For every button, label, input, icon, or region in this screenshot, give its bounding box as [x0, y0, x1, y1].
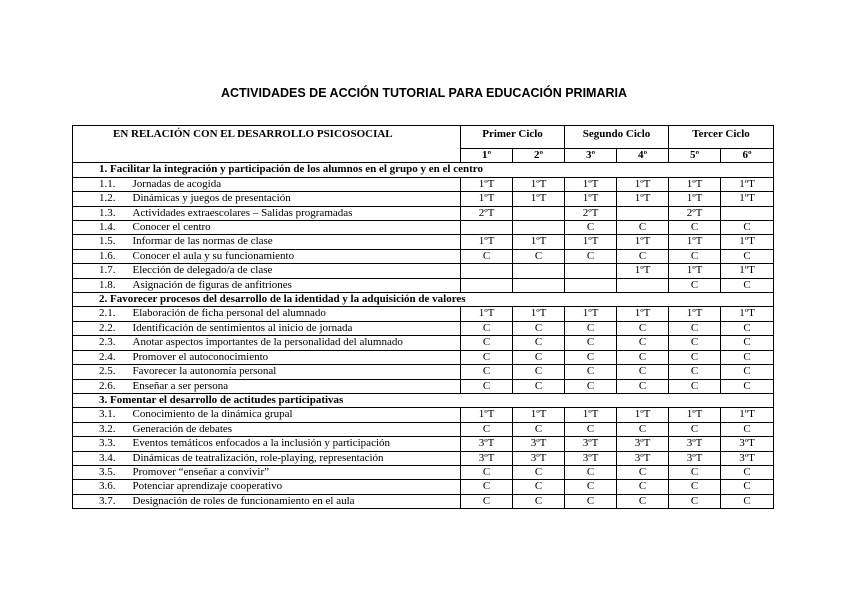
grade-cell: 3ºT — [617, 437, 669, 451]
table-row — [73, 264, 774, 278]
grade-cell: C — [669, 321, 721, 335]
header-grade: 6º — [721, 149, 774, 163]
activity-number: 2.5. — [73, 365, 133, 379]
grade-cell: C — [461, 379, 513, 393]
grade-cell: 2ºT — [461, 206, 513, 220]
grade-cell: C — [669, 480, 721, 494]
grade-cell: C — [565, 321, 617, 335]
grade-cell: 3ºT — [669, 451, 721, 465]
activity-number: 3.2. — [73, 422, 133, 436]
grade-cell: 1ºT — [461, 307, 513, 321]
grade-cell — [565, 264, 617, 278]
grade-cell: 3ºT — [565, 437, 617, 451]
grade-cell: C — [565, 379, 617, 393]
grade-cell — [513, 264, 565, 278]
grade-cell: 1ºT — [721, 264, 774, 278]
grade-cell: C — [513, 379, 565, 393]
grade-cell: C — [721, 350, 774, 364]
grade-cell: 3ºT — [721, 451, 774, 465]
activity-number: 3.1. — [73, 408, 133, 422]
grade-cell: C — [617, 221, 669, 235]
table-row — [73, 451, 774, 465]
grade-cell — [617, 278, 669, 292]
header-cycle-1: Primer Ciclo — [461, 126, 565, 149]
grade-cell: 1ºT — [721, 307, 774, 321]
table-row — [73, 422, 774, 436]
grade-cell — [565, 278, 617, 292]
grade-cell: C — [721, 494, 774, 508]
grade-cell: C — [513, 465, 565, 479]
grade-cell: 1ºT — [513, 307, 565, 321]
grade-cell: 1ºT — [669, 264, 721, 278]
activity-number: 3.3. — [73, 437, 133, 451]
grade-cell: C — [565, 336, 617, 350]
grade-cell: C — [461, 465, 513, 479]
grade-cell: 1ºT — [669, 235, 721, 249]
table-row — [73, 494, 774, 508]
grade-cell: 1ºT — [721, 177, 774, 191]
grade-cell: 3ºT — [669, 437, 721, 451]
grade-cell: 1ºT — [461, 192, 513, 206]
grade-cell — [461, 221, 513, 235]
grade-cell: 1ºT — [513, 192, 565, 206]
grade-cell: C — [565, 422, 617, 436]
activity-name: Conocer el aula y su funcionamiento — [133, 249, 461, 263]
grade-cell: 1ºT — [513, 177, 565, 191]
activity-number: 2.6. — [73, 379, 133, 393]
activity-name: Actividades extraescolares – Salidas programadas — [133, 206, 461, 220]
grade-cell: C — [565, 350, 617, 364]
grade-cell: 1ºT — [617, 264, 669, 278]
grade-cell: C — [669, 365, 721, 379]
grade-cell: 2ºT — [565, 206, 617, 220]
grade-cell: C — [669, 249, 721, 263]
table-row — [73, 437, 774, 451]
table-row — [73, 465, 774, 479]
activity-number: 2.3. — [73, 336, 133, 350]
grade-cell: 3ºT — [513, 451, 565, 465]
activity-name: Informar de las normas de clase — [133, 235, 461, 249]
grade-cell: C — [513, 350, 565, 364]
grade-cell: C — [669, 494, 721, 508]
table-row — [73, 480, 774, 494]
header-grade: 4º — [617, 149, 669, 163]
section-title: 1. Facilitar la integración y participación de los alumnos en el grupo y en el centro — [73, 163, 774, 177]
activity-name: Identificación de sentimientos al inicio de jornada — [133, 321, 461, 335]
activity-number: 1.5. — [73, 235, 133, 249]
activity-number: 1.3. — [73, 206, 133, 220]
header-cycle-2: Segundo Ciclo — [565, 126, 669, 149]
grade-cell — [513, 206, 565, 220]
grade-cell: C — [721, 278, 774, 292]
header-grade: 1º — [461, 149, 513, 163]
grade-cell: C — [513, 494, 565, 508]
activity-number: 1.6. — [73, 249, 133, 263]
grade-cell: 1ºT — [565, 177, 617, 191]
grade-cell: C — [669, 465, 721, 479]
grade-cell: 1ºT — [565, 192, 617, 206]
table-row — [73, 307, 774, 321]
grade-cell: C — [617, 350, 669, 364]
activity-number: 3.6. — [73, 480, 133, 494]
grade-cell: C — [513, 249, 565, 263]
grade-cell: 3ºT — [617, 451, 669, 465]
grade-cell: 3ºT — [461, 437, 513, 451]
activity-name: Promover el autoconocimiento — [133, 350, 461, 364]
grade-cell: 3ºT — [513, 437, 565, 451]
grade-cell — [513, 278, 565, 292]
tutorial-activities-table — [72, 125, 774, 509]
activity-name: Potenciar aprendizaje cooperativo — [133, 480, 461, 494]
activity-name: Elección de delegado/a de clase — [133, 264, 461, 278]
grade-cell: C — [669, 336, 721, 350]
header-grade: 5º — [669, 149, 721, 163]
grade-cell: 1ºT — [513, 235, 565, 249]
grade-cell: C — [461, 249, 513, 263]
activity-name: Generación de debates — [133, 422, 461, 436]
header-row-cycles — [73, 126, 774, 149]
activity-number: 3.7. — [73, 494, 133, 508]
grade-cell: C — [565, 221, 617, 235]
grade-cell: C — [513, 321, 565, 335]
grade-cell: 3ºT — [565, 451, 617, 465]
table-row — [73, 206, 774, 220]
activity-number: 2.1. — [73, 307, 133, 321]
activity-number: 1.4. — [73, 221, 133, 235]
grade-cell: C — [721, 365, 774, 379]
grade-cell: 1ºT — [461, 235, 513, 249]
grade-cell: 2ºT — [669, 206, 721, 220]
activity-name: Conocimiento de la dinámica grupal — [133, 408, 461, 422]
document-title: ACTIVIDADES DE ACCIÓN TUTORIAL PARA EDUCACIÓN PRIMARIA — [220, 86, 628, 100]
grade-cell: 1ºT — [669, 408, 721, 422]
grade-cell: C — [565, 365, 617, 379]
activity-number: 1.1. — [73, 177, 133, 191]
grade-cell: 1ºT — [513, 408, 565, 422]
grade-cell: C — [617, 494, 669, 508]
grade-cell — [513, 221, 565, 235]
activity-name: Conocer el centro — [133, 221, 461, 235]
grade-cell: C — [721, 249, 774, 263]
grade-cell: C — [617, 321, 669, 335]
grade-cell: C — [461, 336, 513, 350]
table-row — [73, 221, 774, 235]
section-row — [73, 293, 774, 307]
grade-cell: C — [721, 465, 774, 479]
header-grade: 3º — [565, 149, 617, 163]
grade-cell: 3ºT — [461, 451, 513, 465]
table-row — [73, 336, 774, 350]
activity-name: Asignación de figuras de anfitriones — [133, 278, 461, 292]
grade-cell: 1ºT — [721, 192, 774, 206]
grade-cell: 1ºT — [565, 307, 617, 321]
grade-cell: C — [461, 321, 513, 335]
grade-cell: 1ºT — [669, 177, 721, 191]
activity-number: 1.7. — [73, 264, 133, 278]
activity-number: 3.5. — [73, 465, 133, 479]
table-row — [73, 278, 774, 292]
activity-number: 1.2. — [73, 192, 133, 206]
activity-name: Favorecer la autonomía personal — [133, 365, 461, 379]
grade-cell: C — [617, 480, 669, 494]
grade-cell: C — [461, 494, 513, 508]
grade-cell: C — [513, 480, 565, 494]
grade-cell: C — [617, 249, 669, 263]
grade-cell: C — [461, 422, 513, 436]
grade-cell: C — [721, 321, 774, 335]
grade-cell: C — [721, 480, 774, 494]
grade-cell: 1ºT — [617, 192, 669, 206]
activity-name: Jornadas de acogida — [133, 177, 461, 191]
grade-cell — [461, 264, 513, 278]
table-row — [73, 321, 774, 335]
activity-number: 3.4. — [73, 451, 133, 465]
grade-cell: 1ºT — [669, 192, 721, 206]
table-row — [73, 408, 774, 422]
header-cycle-3: Tercer Ciclo — [669, 126, 774, 149]
grade-cell: C — [617, 422, 669, 436]
grade-cell: 3ºT — [721, 437, 774, 451]
table-row — [73, 379, 774, 393]
grade-cell: 1ºT — [617, 177, 669, 191]
grade-cell — [461, 278, 513, 292]
grade-cell: C — [461, 350, 513, 364]
section-row — [73, 393, 774, 407]
grade-cell: 1ºT — [721, 408, 774, 422]
grade-cell: C — [617, 465, 669, 479]
activity-name: Designación de roles de funcionamiento en el aula — [133, 494, 461, 508]
grade-cell: 1ºT — [617, 235, 669, 249]
grade-cell: 1ºT — [461, 408, 513, 422]
section-title: 3. Fomentar el desarrollo de actitudes participativas — [73, 393, 774, 407]
header-label: EN RELACIÓN CON EL DESARROLLO PSICOSOCIAL — [73, 126, 461, 163]
grade-cell: C — [669, 422, 721, 436]
grade-cell: C — [513, 422, 565, 436]
grade-cell: C — [513, 336, 565, 350]
activity-number: 1.8. — [73, 278, 133, 292]
grade-cell: C — [461, 480, 513, 494]
grade-cell: C — [669, 278, 721, 292]
grade-cell: C — [565, 480, 617, 494]
grade-cell: 1ºT — [669, 307, 721, 321]
table-row — [73, 192, 774, 206]
table-row — [73, 235, 774, 249]
activity-name: Promover “enseñar a convivir” — [133, 465, 461, 479]
grade-cell — [721, 206, 774, 220]
grade-cell: C — [565, 249, 617, 263]
grade-cell — [617, 206, 669, 220]
grade-cell: C — [617, 336, 669, 350]
grade-cell: C — [565, 465, 617, 479]
activity-name: Elaboración de ficha personal del alumnado — [133, 307, 461, 321]
activity-name: Dinámicas y juegos de presentación — [133, 192, 461, 206]
section-row — [73, 163, 774, 177]
grade-cell: C — [721, 422, 774, 436]
grade-cell: C — [721, 379, 774, 393]
grade-cell: C — [617, 379, 669, 393]
grade-cell: 1ºT — [565, 408, 617, 422]
grade-cell: C — [513, 365, 565, 379]
activity-name: Enseñar a ser persona — [133, 379, 461, 393]
grade-cell: 1ºT — [721, 235, 774, 249]
activity-name: Anotar aspectos importantes de la personalidad del alumnado — [133, 336, 461, 350]
activity-name: Dinámicas de teatralización, role-playing, representación — [133, 451, 461, 465]
table-row — [73, 177, 774, 191]
grade-cell: C — [669, 221, 721, 235]
header-grade: 2º — [513, 149, 565, 163]
table-row — [73, 249, 774, 263]
grade-cell: C — [565, 494, 617, 508]
grade-cell: C — [721, 336, 774, 350]
activity-number: 2.2. — [73, 321, 133, 335]
grade-cell: 1ºT — [565, 235, 617, 249]
grade-cell: C — [617, 365, 669, 379]
section-title: 2. Favorecer procesos del desarrollo de la identidad y la adquisición de valores — [73, 293, 774, 307]
table-body — [73, 126, 774, 509]
activity-name: Eventos temáticos enfocados a la inclusión y participación — [133, 437, 461, 451]
grade-cell: C — [669, 350, 721, 364]
grade-cell: C — [669, 379, 721, 393]
table-row — [73, 365, 774, 379]
grade-cell: 1ºT — [617, 307, 669, 321]
grade-cell: C — [461, 365, 513, 379]
grade-cell: C — [721, 221, 774, 235]
activity-number: 2.4. — [73, 350, 133, 364]
table-row — [73, 350, 774, 364]
grade-cell: 1ºT — [617, 408, 669, 422]
grade-cell: 1ºT — [461, 177, 513, 191]
